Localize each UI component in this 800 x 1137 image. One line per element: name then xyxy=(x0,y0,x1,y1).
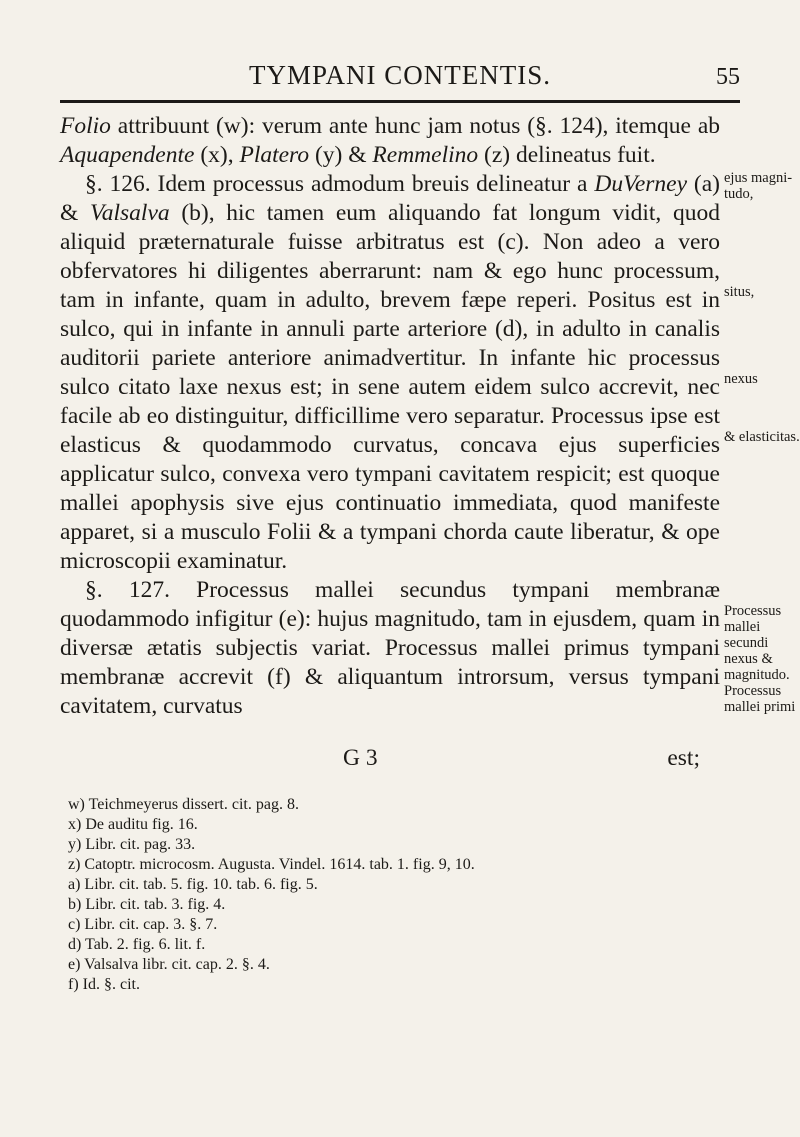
paragraph-126-text: (a) & xyxy=(60,171,720,226)
paragraph-1-text: (x), xyxy=(194,142,240,168)
paragraph-127 xyxy=(60,576,720,721)
paragraph-1-text: Remmelino xyxy=(372,142,479,168)
margin-note-processus: Processus mallei secundi nexus & magnitudo. Processus mallei primi xyxy=(724,603,796,715)
paragraph-126-text: Valsalva xyxy=(89,200,170,226)
footnotes xyxy=(68,795,708,995)
page-number: 55 xyxy=(716,64,740,90)
page-header xyxy=(60,60,740,100)
footnote: b) Libr. cit. tab. 3. fig. 4. xyxy=(68,896,226,913)
footnote: d) Tab. 2. fig. 6. lit. f. xyxy=(68,936,206,953)
paragraph-126-text: (b), hic tamen eum aliquando fat longum vidit, quod aliquid præternaturale fuisse arbitratus est (c). Non adeo a vero obfervatores hi diligentes aberrarunt: nam & ego hunc processum, tam in infante, quam in adulto, brevem fæpe reperi. Positus est in sulco, qui in infante in annuli parte arteriore (d), in adulto in canalis auditorii pariete anteriore animadvertitur. In infante hic processus sulco citato laxe nexus est; in sene autem eidem sulco accrevit, nec facile ab eo distinguitur, difficillime vero separatur. Processus ipse est elasticus & quodammodo curvatus, concava ejus superficies applicatur sulco, convexa vero tympani cavitatem respicit; est quoque mallei apophysis sive ejus continuatio immediata, quod manifeste apparet, si a musculo Folii & a tympani chorda caute liberatur, & ope microscopii examinatur. xyxy=(60,200,720,574)
paragraph-1-text: Aquapendente xyxy=(60,142,195,168)
paragraph-127-text: §. 127. Processus mallei secundus tympani membranæ quodammodo infigitur (e): hujus magnitudo, tam in ejusdem, quam in diversæ ætatis subjectis variat. Processus mallei primus tympani membranæ accrevit (f) & aliquantum introrsum, versus tympani cavitatem, curvatus xyxy=(60,577,720,719)
paragraph-1-text: (y) & xyxy=(309,142,373,168)
main-text xyxy=(60,112,720,721)
signature-mark: G 3 xyxy=(343,745,378,771)
footnote: w) Teichmeyerus dissert. cit. pag. 8. xyxy=(68,796,299,813)
catchword: est; xyxy=(667,745,700,771)
running-title: TYMPANI CONTENTIS. xyxy=(248,60,551,90)
margin-note-elasticitas: & elasticitas. xyxy=(724,429,800,445)
footnote: c) Libr. cit. cap. 3. §. 7. xyxy=(68,916,218,933)
paragraph-1-text: attribuunt (w): verum ante hunc jam notus (§. 124), itemque ab xyxy=(110,113,720,139)
paragraph-1-text: Platero xyxy=(239,142,310,168)
paragraph-126-text: DuVerney xyxy=(594,171,688,197)
footnote: a) Libr. cit. tab. 5. fig. 10. tab. 6. fig. 5. xyxy=(68,876,318,893)
header-rule xyxy=(60,100,740,103)
margin-note-situs: situs, xyxy=(724,284,755,300)
paragraph-126-text: §. 126. Idem processus admodum breuis delineatur a xyxy=(85,171,595,197)
footnote: e) Valsalva libr. cit. cap. 2. §. 4. xyxy=(68,956,270,973)
paragraph-1 xyxy=(60,112,720,170)
paragraph-1-text: Folio xyxy=(60,113,111,139)
footnote: y) Libr. cit. pag. 33. xyxy=(68,836,196,853)
margin-note-magnitudo: ejus magni-tudo, xyxy=(724,170,793,202)
paragraph-126 xyxy=(60,170,720,576)
footnote: f) Id. §. cit. xyxy=(68,976,140,993)
margin-note-nexus: nexus xyxy=(724,371,758,387)
catchline xyxy=(60,745,720,775)
footnote: x) De auditu fig. 16. xyxy=(68,816,198,833)
paragraph-1-text: (z) delineatus fuit. xyxy=(478,142,656,168)
footnote: z) Catoptr. microcosm. Augusta. Vindel. 1614. tab. 1. fig. 9, 10. xyxy=(68,856,475,873)
